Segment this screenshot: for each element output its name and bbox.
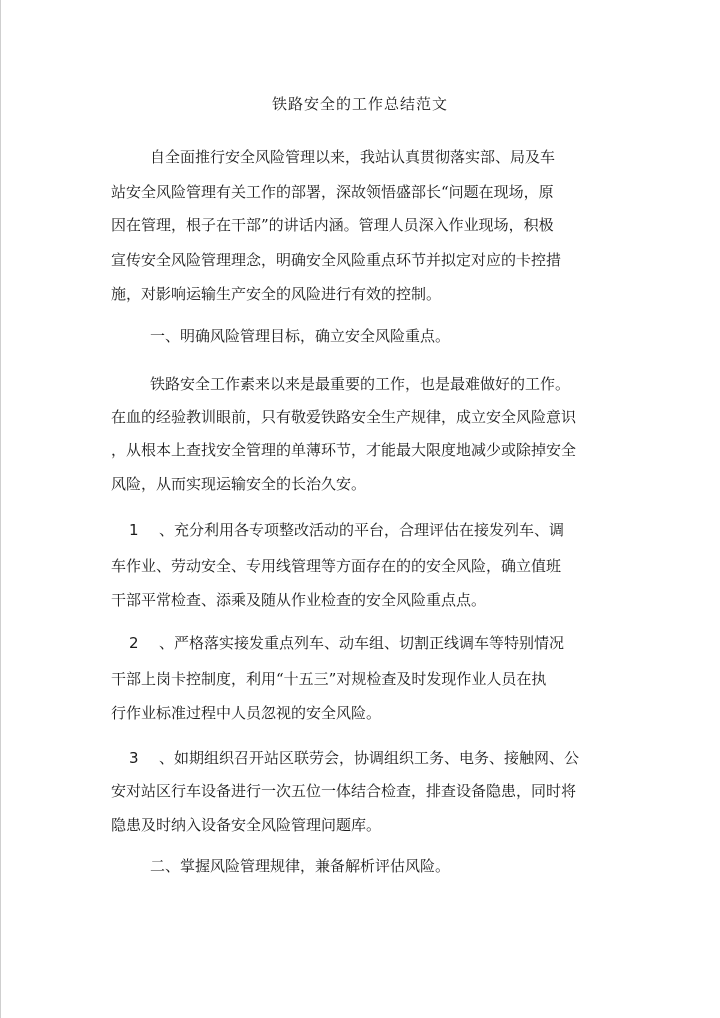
item1-line-2: 车作业、劳动安全、专用线管理等方面存在的的安全风险，确立值班 xyxy=(111,557,562,575)
para1-line-3: ，从根本上查找安全管理的单薄环节，才能最大限度地减少或除掉安全 xyxy=(111,441,577,459)
document-title: 铁路安全的工作总结范文 xyxy=(271,95,448,113)
para1-line-1: 铁路安全工作素来以来是最重要的工作，也是最难做好的工作。 xyxy=(150,375,571,393)
intro-line-5: 施，对影响运输生产安全的风险进行有效的控制。 xyxy=(111,285,442,303)
item1-number: 1 xyxy=(129,521,139,539)
section-heading-1: 一、明确风险管理目标，确立安全风险重点。 xyxy=(150,327,451,345)
item3-text-1: 、如期组织召开站区联劳会，协调组织工务、电务、接触网、公 xyxy=(159,749,580,767)
para1-line-2: 在血的经验教训眼前，只有敬爱铁路安全生产规律，成立安全风险意识 xyxy=(111,408,577,426)
item2-line-1 xyxy=(129,633,564,653)
item2-text-1: 、严格落实接发重点列车、动车组、切割正线调车等特别情况 xyxy=(159,634,565,652)
item1-line-3: 干部平常检查、添乘及随从作业检查的安全风险重点点。 xyxy=(111,591,487,609)
section-heading-2: 二、掌握风险管理规律，兼备解析评估风险。 xyxy=(150,857,451,875)
intro-line-1: 自全面推行安全风险管理以来，我站认真贯彻落实部、局及车 xyxy=(150,148,556,166)
item2-number: 2 xyxy=(129,634,139,652)
item3-number: 3 xyxy=(129,749,139,767)
item1-text-1: 、充分利用各专项整改活动的平台，合理评估在接发列车、调 xyxy=(159,521,565,539)
para1-line-4: 风险，从而实现运输安全的长治久安。 xyxy=(111,475,367,493)
intro-line-2: 站安全风险管理有关工作的部署，深故领悟盛部长“问题在现场，原 xyxy=(111,183,554,201)
item3-line-3: 隐患及时纳入设备安全风险管理问题库。 xyxy=(111,816,382,834)
item2-line-3: 行作业标准过程中人员忽视的安全风险。 xyxy=(111,704,382,722)
intro-line-3: 因在管理，根子在干部”的讲话内涵。管理人员深入作业现场，积极 xyxy=(111,216,554,234)
intro-line-4: 宣传安全风险管理理念，明确安全风险重点环节并拟定对应的卡控措 xyxy=(111,251,562,269)
item3-line-1 xyxy=(129,748,579,768)
item2-line-2: 干部上岗卡控制度，利用“十五三”对规检查及时发现作业人员在执 xyxy=(111,670,547,688)
item1-line-1 xyxy=(129,520,564,540)
item3-line-2: 安对站区行车设备进行一次五位一体结合检查，排查设备隐患，同时将 xyxy=(111,782,577,800)
